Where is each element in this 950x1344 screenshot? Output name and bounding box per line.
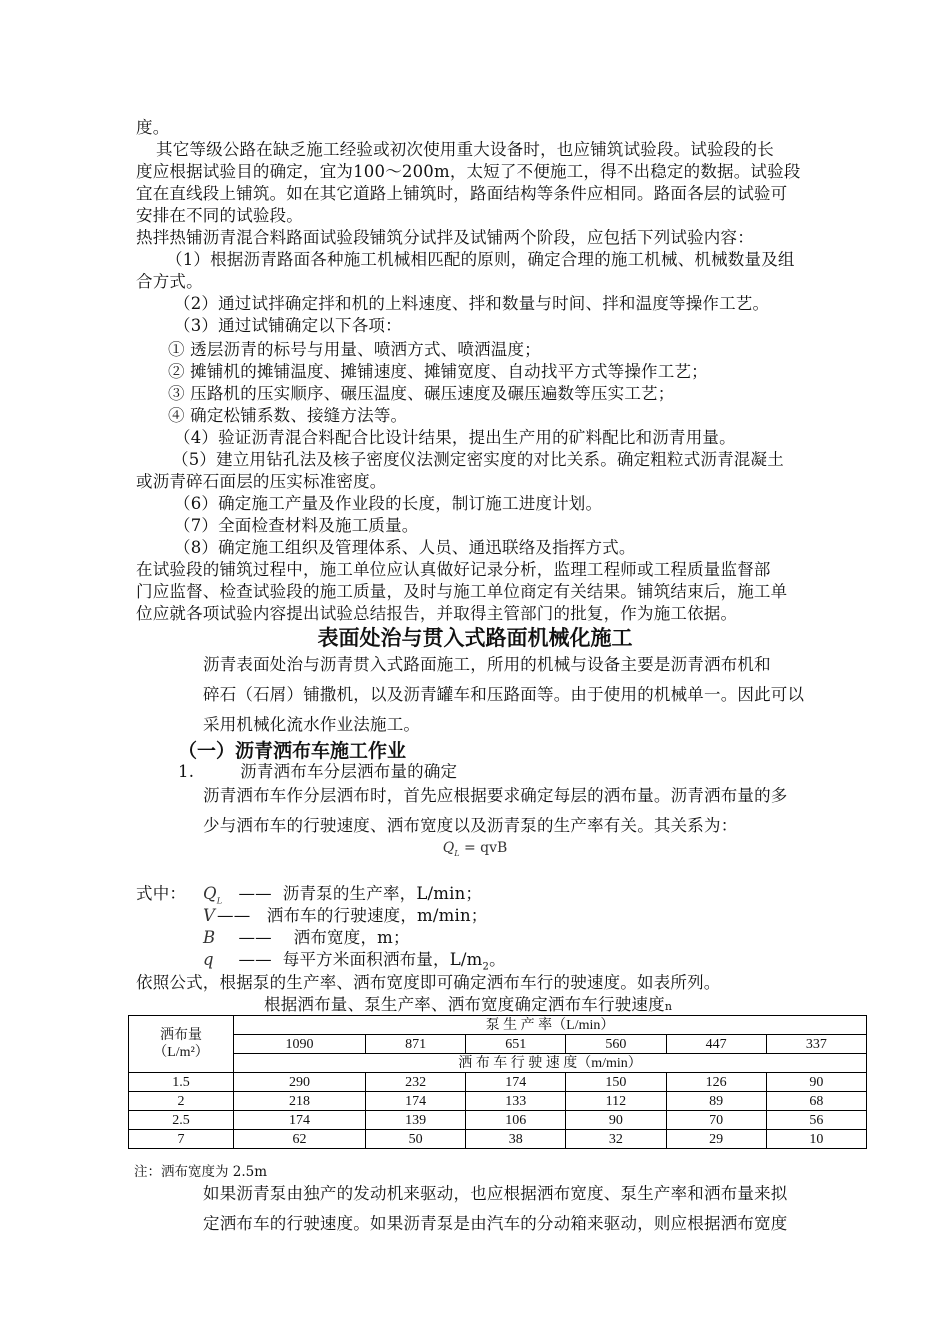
table-row: 2 218 174 133 112 89 68 <box>129 1092 867 1111</box>
speed-table <box>128 1015 867 1149</box>
paragraph-line: 度。 <box>136 118 170 137</box>
row-header-cell: 洒布量 （L/m²） <box>129 1016 234 1073</box>
definition-row: $Q_L$ —— 沥青泵的生产率，L/min； <box>203 884 483 906</box>
list-item: （6）确定施工产量及作业段的长度，制订施工进度计划。 <box>174 494 603 513</box>
paragraph-line: 门应监督、检查试验段的施工质量，及时与施工单位商定有关结果。铺筑结束后，施工单 <box>136 582 788 601</box>
numbered-heading <box>178 761 457 783</box>
list-item: （5）建立用钻孔法及核子密度仪法测定密实度的对比关系。确定粗粒式沥青混凝土 <box>172 450 784 469</box>
table-caption: 根据洒布量、泵生产率、洒布宽度确定洒布车行驶速度n <box>264 995 673 1014</box>
intro-line: 沥青表面处治与沥青贯入式路面施工，所用的机械与设备主要是沥青洒布机和 <box>203 655 771 674</box>
pump-rate-cell: 447 <box>666 1035 766 1054</box>
list-item: （4）验证沥青混合料配合比设计结果，提出生产用的矿料配比和沥青用量。 <box>174 428 736 447</box>
intro-line: 碎石（石屑）铺撒机，以及沥青罐车和压路面等。由于使用的机械单一。因此可以 <box>203 685 805 704</box>
intro-line: 采用机械化流水作业法施工。 <box>203 715 421 734</box>
definition-lead: 式中： <box>136 884 187 903</box>
pump-rate-cell: 871 <box>366 1035 466 1054</box>
list-item: 合方式。 <box>136 272 203 291</box>
table-row: 2.5 174 139 106 90 70 56 <box>129 1111 867 1130</box>
paragraph-line: 其它等级公路在缺乏施工经验或初次使用重大设备时，也应铺筑试验段。试验段的长 <box>156 140 774 159</box>
paragraph-line: 如果沥青泵由独产的发动机来驱动，也应根据洒布宽度、泵生产率和洒布量来拟 <box>203 1184 788 1203</box>
pump-rate-cell: 337 <box>766 1035 866 1054</box>
speed-header: 洒 布 车 行 驶 速 度（m/min） <box>234 1054 867 1073</box>
pump-rate-cell: 651 <box>466 1035 566 1054</box>
pump-header: 泵 生 产 率（L/min） <box>234 1016 867 1035</box>
paragraph-line: 在试验段的铺筑过程中，施工单位应认真做好记录分析，监理工程师或工程质量监督部 <box>136 560 771 579</box>
paragraph-line: 沥青洒布车作分层洒布时，首先应根据要求确定每层的洒布量。沥青洒布量的多 <box>203 786 788 805</box>
paragraph-line: 度应根据试验目的确定，宜为100～200m，太短了不便施工，得不出稳定的数据。试验段 <box>136 162 801 181</box>
paragraph-line: 定洒布车的行驶速度。如果沥青泵是由汽车的分动箱来驱动，则应根据洒布宽度 <box>203 1214 788 1233</box>
sub-item: ① 透层沥青的标号与用量、喷洒方式、喷洒温度； <box>168 340 541 359</box>
list-item: （3）通过试铺确定以下各项： <box>174 316 402 335</box>
definition-row: q —— 每平方米面积洒布量，$L/m_2$。 <box>203 950 506 973</box>
section-title: 表面处治与贯入式路面机械化施工 <box>317 626 633 650</box>
paragraph-line: 安排在不同的试验段。 <box>136 206 303 225</box>
formula: $Q_L$ = qvB <box>442 840 508 858</box>
list-item: （2）通过试拌确定拌和机的上料速度、拌和数量与时间、拌和温度等操作工艺。 <box>174 294 770 313</box>
subsection-title: （一）沥青洒布车施工作业 <box>178 740 407 762</box>
numbered-heading-text: 沥青洒布车分层洒布量的确定 <box>240 762 458 781</box>
sub-item: ④ 确定松铺系数、接缝方法等。 <box>168 406 408 425</box>
list-item: （8）确定施工组织及管理体系、人员、通迅联络及指挥方式。 <box>174 538 636 557</box>
paragraph-line: 少与洒布车的行驶速度、洒布宽度以及沥青泵的生产率有关。其关系为： <box>203 816 738 835</box>
paragraph-line: 位应就各项试验内容提出试验总结报告，并取得主管部门的批复，作为施工依据。 <box>136 604 738 623</box>
definition-row: B —— 洒布宽度，m； <box>203 928 410 947</box>
paragraph-line: 依照公式，根据泵的生产率、洒布宽度即可确定洒布车行的驶速度。如表所列。 <box>136 973 721 992</box>
table-row: 7 62 50 38 32 29 10 <box>129 1130 867 1149</box>
list-item: （7）全面检查材料及施工质量。 <box>174 516 419 535</box>
list-item: 或沥青碎石面层的压实标准密度。 <box>136 472 387 491</box>
definition-row: V —— 洒布车的行驶速度，m/min； <box>203 906 488 925</box>
sub-item: ② 摊铺机的摊铺温度、摊铺速度、摊铺宽度、自动找平方式等操作工艺； <box>168 362 708 381</box>
paragraph-line: 宜在直线段上铺筑。如在其它道路上铺筑时，路面结构等条件应相同。路面各层的试验可 <box>136 184 788 203</box>
table-note: 注：洒布宽度为 2.5m <box>134 1164 268 1180</box>
table-row: 1.5 290 232 174 150 126 90 <box>129 1073 867 1092</box>
paragraph-line: 热拌热铺沥青混合料路面试验段铺筑分试拌及试铺两个阶段，应包括下列试验内容： <box>136 228 754 247</box>
pump-rate-cell: 1090 <box>234 1035 366 1054</box>
sub-item: ③ 压路机的压实顺序、碾压温度、碾压速度及碾压遍数等压实工艺； <box>168 384 675 403</box>
pump-rate-cell: 560 <box>566 1035 666 1054</box>
list-item: （1）根据沥青路面各种施工机械相匹配的原则，确定合理的施工机械、机械数量及组 <box>166 250 795 269</box>
numbered-heading-number: 1. <box>178 762 195 781</box>
